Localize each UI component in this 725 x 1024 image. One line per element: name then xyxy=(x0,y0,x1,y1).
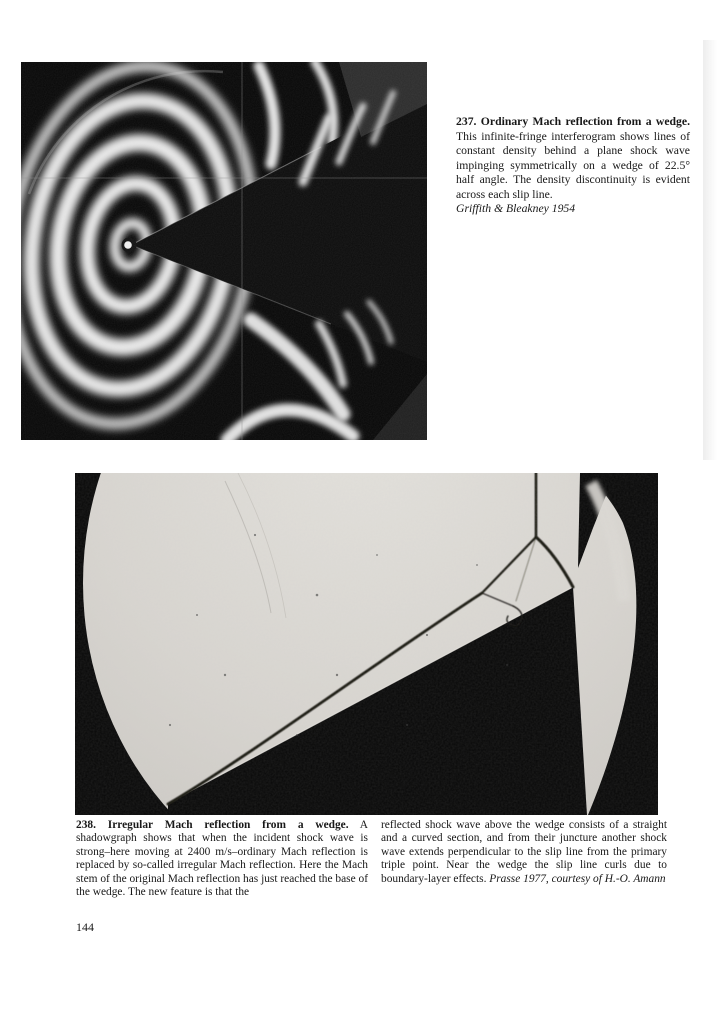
caption-238-right-body: reflected shock wave above the wedge consists of a straight and a curved section, and from their juncture another shock wave extends perpendicular to the slip line from the primary triple point. Near the wedge the slip line curls due to boundary-layer effects. xyxy=(381,819,667,885)
caption-238-left-column xyxy=(76,819,368,899)
scan-edge-shadow xyxy=(703,40,717,460)
caption-237-body: This infinite-fringe interferogram shows lines of constant density behind a plane shock wave impinging symmetrically on a wedge of 22.5° half angle. The density discontinuity is evident across each slip line. xyxy=(456,129,690,201)
shadowgraph-figure xyxy=(75,473,658,815)
caption-237-credit: Griffith & Bleakney 1954 xyxy=(456,202,576,215)
page-number: 144 xyxy=(76,920,94,934)
caption-238-title: 238. Irregular Mach reflection from a wedge. xyxy=(76,819,349,831)
caption-238-right-column xyxy=(381,819,667,886)
film-grain xyxy=(21,62,427,440)
caption-237 xyxy=(456,115,690,217)
interferogram-image xyxy=(21,62,427,440)
caption-238-left-body: A shadowgraph shows that when the incident shock wave is strong–here moving at 2400 m/s–ordinary Mach reflection is replaced by so-called irregular Mach reflection. Here the Mach stem of the original Mach reflection has just reached the base of the wedge. The new feature is that the xyxy=(76,819,368,899)
caption-238-credit: Prasse 1977, courtesy of H.-O. Amann xyxy=(489,872,666,885)
interferogram-figure xyxy=(21,62,427,440)
caption-237-title: 237. Ordinary Mach reflection from a wedge. xyxy=(456,115,690,128)
shadowgraph-image xyxy=(75,473,658,815)
film-grain xyxy=(75,473,658,815)
